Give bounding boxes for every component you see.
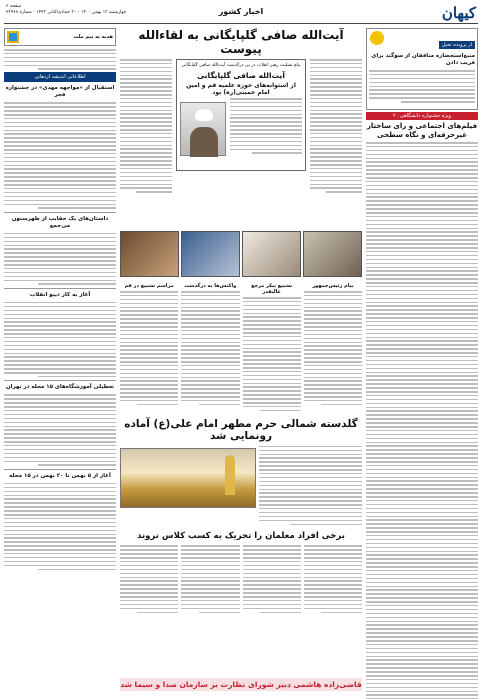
teachers-story bbox=[120, 545, 362, 615]
article-title-3[interactable]: آغاز به کار دیپو انقلاب bbox=[29, 291, 91, 298]
news-col-3 bbox=[181, 281, 239, 414]
article-title-4[interactable]: تعطیلی آموزشگاه‌های ۱۵ محله در تهران bbox=[5, 384, 115, 391]
section-title: اخبار کشور bbox=[218, 7, 264, 16]
news-col-1 bbox=[304, 281, 362, 414]
condolence-subtitle: از استوانه‌های حوزه علمیه قم و امین امام خمینی(ره) بود bbox=[186, 82, 296, 96]
photo-gathering[interactable] bbox=[120, 231, 179, 277]
box-text bbox=[369, 70, 475, 103]
left-column bbox=[4, 28, 116, 694]
condolence-title: آیت‌الله صافی گلپایگانی bbox=[197, 71, 285, 80]
lead-text-left bbox=[120, 59, 172, 195]
teachers-headline[interactable]: برخی افراد معلمان را تحریک به کسب کلاس نروند bbox=[137, 531, 345, 542]
gift-box-icon bbox=[7, 31, 19, 43]
article-text-5 bbox=[4, 483, 116, 570]
shrine-minaret-photo[interactable] bbox=[120, 448, 256, 508]
right-column bbox=[366, 28, 478, 694]
news-col-4 bbox=[120, 281, 178, 414]
article-title[interactable]: فیلم‌های اجتماعی و رای ساختار غیرحرفه‌ای و نگاه سطحی bbox=[366, 122, 478, 139]
gift-banner[interactable] bbox=[4, 28, 116, 46]
article-text-3 bbox=[4, 302, 116, 377]
article-text-1 bbox=[4, 102, 116, 209]
shrine-story bbox=[120, 446, 362, 528]
masthead bbox=[4, 4, 478, 24]
shrine-text-1 bbox=[259, 446, 362, 528]
main-column bbox=[120, 28, 362, 694]
section-heading: اطلاعاتی اندیشه ازدهانی bbox=[4, 72, 116, 82]
article-text-4 bbox=[4, 394, 116, 466]
main-headline[interactable]: آیت‌الله صافی گلپایگانی به لقاءالله پیوست bbox=[138, 28, 344, 56]
article-title-1[interactable]: استقبال از «مواجهه مهدی» در جشنواره فجر bbox=[5, 85, 115, 99]
photo-cleric-2[interactable] bbox=[181, 231, 240, 277]
photo-strip bbox=[120, 231, 362, 277]
festival-bar: ویژه جشنواره دانشگاهی ۲۰ bbox=[366, 112, 478, 120]
issue-date: چهارشنبه ۱۳ بهمن ۱۴۰۰ - ۳۰ جمادی‌الثانی ۱۴۴۳ - شماره ۲۲۹۶۸ bbox=[6, 9, 127, 15]
bottom-headline[interactable]: قاضی‌زاده هاشمی دبیر شورای نظارت بر سازمان صدا و سیما شد bbox=[120, 680, 362, 689]
col-title-4[interactable]: مراسم تشییع در قم bbox=[124, 283, 174, 289]
cleric-portrait bbox=[180, 102, 226, 156]
intro-text bbox=[4, 49, 116, 70]
col-title-1[interactable]: پیام رئیس‌جمهور bbox=[312, 283, 354, 289]
article-title-2[interactable]: داستان‌های یک حقایب از ظهرستون می‌جمع bbox=[11, 215, 109, 229]
newspaper-logo[interactable]: کیهان bbox=[441, 4, 476, 22]
box-tag: از پرونده نخیل bbox=[439, 41, 475, 49]
news-col-2 bbox=[243, 281, 301, 414]
condolence-text bbox=[230, 98, 302, 154]
shrine-headline[interactable]: گلدسته شمالی حرم مطهر امام علی(ع) آماده رونمایی شد bbox=[124, 417, 358, 442]
photo-cleric-1[interactable] bbox=[242, 231, 301, 277]
article-title-5[interactable]: آغاز از ۵ بهمن تا ۲۰ بهمن در ۱۵ محله bbox=[9, 472, 111, 479]
news-columns bbox=[120, 281, 362, 414]
date-block bbox=[6, 4, 126, 15]
box-title[interactable]: منبع‌استحضاره منافقان از سوگند برای فریب دادن bbox=[371, 53, 475, 66]
sun-logo-icon bbox=[370, 31, 384, 45]
lead-text-right bbox=[310, 59, 362, 195]
lead-story bbox=[120, 59, 362, 225]
photo-ceremony[interactable] bbox=[303, 231, 362, 277]
gift-label: هدیه به تیم ملت bbox=[73, 34, 113, 40]
page-number: صفحه ۲ bbox=[6, 4, 22, 9]
col-title-2[interactable]: تشییع پیکر مرجع عالیقدر bbox=[251, 283, 293, 295]
article-text-2 bbox=[4, 233, 116, 285]
col-title-3[interactable]: واکنش‌ها به درگذشت bbox=[184, 283, 237, 289]
featured-box bbox=[366, 28, 478, 110]
condolence-box[interactable] bbox=[176, 59, 306, 171]
article-text bbox=[366, 142, 478, 699]
condolence-kicker: پیام تسلیت رهبر انقلاب در پی درگذشت آیت‌الله صافی گلپایگانی bbox=[181, 63, 301, 68]
